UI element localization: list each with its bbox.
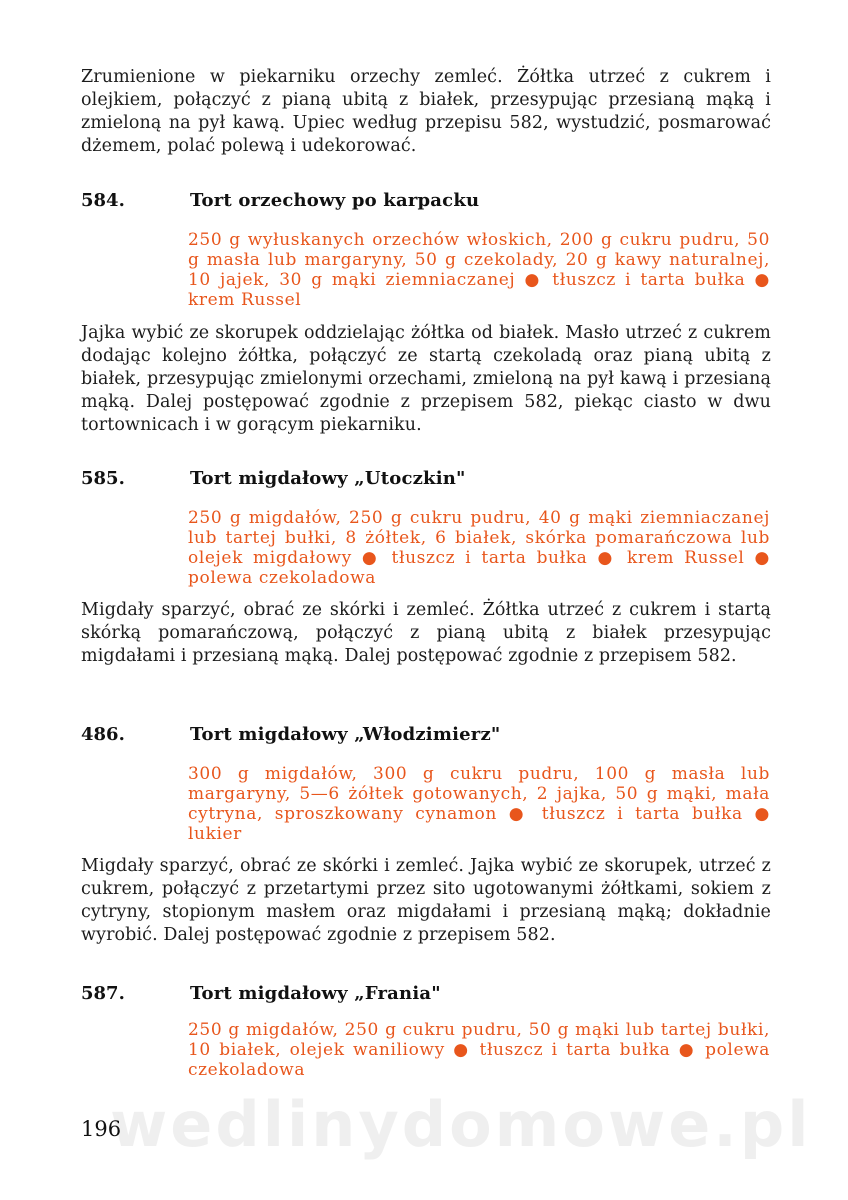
recipe-instructions: Migdały sparzyć, obrać ze skórki i zemleć. Żółtka utrzeć z cukrem i startą skórką pomarańczową, połączyć z pianą ubitą z białek przesypując migdałami i przesianą mąką. Dalej postępować zgodnie z przepisem 582. — [81, 600, 771, 666]
recipe-number: 486. — [81, 724, 125, 745]
recipe-title: Tort migdałowy „Utoczkin" — [190, 468, 466, 489]
recipe-instructions: Jajka wybić ze skorupek oddzielając żółtka od białek. Masło utrzeć z cukrem dodając kolejno żółtka, połączyć ze startą czekoladą oraz pianą ubitą z białek, przesypując zmielonymi orzechami, zmieloną na pył kawą i przesianą mąką. Dalej postępować zgodnie z przepisem 582, piekąc ciasto w dwu tortownicach i w gorącym piekarniku. — [81, 323, 771, 435]
recipe-ingredients: 250 g migdałów, 250 g cukru pudru, 40 g mąki ziemniaczanej lub tartej bułki, 8 żółtek, 6 białek, skórka pomarańczowa lub olejek migdałowy ● tłuszcz i tarta bułka ● krem Russel ● polewa czekoladowa — [188, 508, 770, 588]
recipe-ingredients: 250 g migdałów, 250 g cukru pudru, 50 g mąki lub tartej bułki, 10 białek, olejek waniliowy ● tłuszcz i tarta bułka ● polewa czekoladowa — [188, 1020, 770, 1080]
recipe-number: 585. — [81, 468, 125, 489]
watermark: wedlinydomowe.pl — [110, 1088, 812, 1161]
page-number: 196 — [81, 1117, 122, 1141]
recipe-title: Tort orzechowy po karpacku — [190, 190, 480, 211]
recipe-number: 587. — [81, 983, 125, 1004]
recipe-number: 584. — [81, 190, 125, 211]
recipe-title: Tort migdałowy „Frania" — [190, 983, 441, 1004]
recipe-title: Tort migdałowy „Włodzimierz" — [190, 724, 501, 745]
recipe-instructions: Migdały sparzyć, obrać ze skórki i zemleć. Jajka wybić ze skorupek, utrzeć z cukrem, połączyć z przetartymi przez sito ugotowanymi żółtkami, sokiem z cytryny, stopionym masłem oraz migdałami i przesianą mąką; dokładnie wyrobić. Dalej postępować zgodnie z przepisem 582. — [81, 856, 771, 945]
recipe-ingredients: 300 g migdałów, 300 g cukru pudru, 100 g masła lub margaryny, 5—6 żółtek gotowanych, 2 jajka, 50 g mąki, mała cytryna, sproszkowany cynamon ● tłuszcz i tarta bułka ● lukier — [188, 764, 770, 844]
recipe-ingredients: 250 g wyłuskanych orzechów włoskich, 200 g cukru pudru, 50 g masła lub margaryny, 50 g czekolady, 20 g kawy naturalnej, 10 jajek, 30 g mąki ziemniaczanej ● tłuszcz i tarta bułka ● krem Russel — [188, 230, 770, 310]
intro-paragraph: Zrumienione w piekarniku orzechy zemleć. Żółtka utrzeć z cukrem i olejkiem, połączyć z pianą ubitą z białek, przesypując przesianą mąką i zmieloną na pył kawą. Upiec według przepisu 582, wystudzić, posmarować dżemem, polać polewą i udekorować. — [81, 67, 771, 156]
